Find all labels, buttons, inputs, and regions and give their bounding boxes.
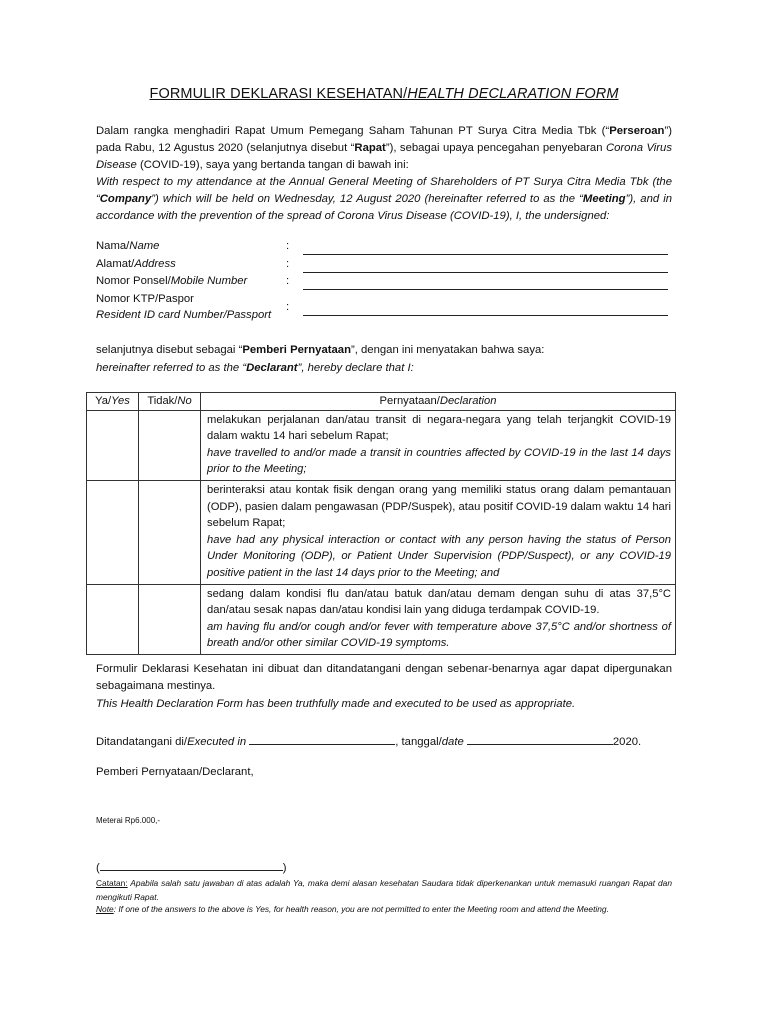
id-passport-field[interactable]: Nomor KTP/Paspor Resident ID card Number/Passport : [96,291,672,325]
name-blank-line[interactable] [303,254,668,255]
address-blank-line[interactable] [303,272,668,273]
date-blank[interactable] [467,732,613,745]
address-label: Alamat/Address [96,258,176,270]
col-header-no: Tidak/No [139,393,201,411]
stamp-duty-label: Meterai Rp6.000,- [96,816,161,825]
form-title [0,86,768,102]
table-row [87,584,676,654]
intro-english: With respect to my attendance at the Annual General Meeting of Shareholders of PT Surya Citra Media Tbk (the “Company”) which will be held on Wednesday, 12 August 2020 (hereinafter referred to as the “Meeting”), and in accordance with the prevention of the spread of Corona Virus Disease (COVID-19), I, the undersigned: [96,176,672,222]
id-passport-blank-line[interactable] [303,315,668,316]
declarant-indonesian: selanjutnya disebut sebagai “Pemberi Pernyataan”, dengan ini menyatakan bahwa saya: [96,344,545,356]
intro-indonesian: Dalam rangka menghadiri Rapat Umum Pemegang Saham Tahunan PT Surya Citra Media Tbk (“Perseroan”) pada Rabu, 12 Agustus 2020 (selanjutnya disebut “Rapat”), sebagai upaya pencegahan penyebaran Corona Virus Disease (COVID-19), saya yang bertanda tangan di bawah ini: [96,125,672,171]
col-header-declaration: Pernyataan/Declaration [201,393,676,411]
no-checkbox-cell[interactable] [139,584,201,654]
id-passport-label: Nomor KTP/Paspor Resident ID card Number/Passport [96,293,272,321]
declarant-signature-label: Pemberi Pernyataan/Declarant, [96,766,254,778]
no-checkbox-cell[interactable] [139,410,201,480]
yes-checkbox-cell[interactable] [87,480,139,584]
place-blank[interactable] [249,732,395,745]
declaration-table [86,392,676,655]
table-row [87,480,676,584]
mobile-field[interactable]: Nomor Ponsel/Mobile Number : [96,275,672,292]
form-title-en: HEALTH DECLARATION FORM [407,86,619,102]
declaration-statement: melakukan perjalanan dan/atau transit di negara-negara yang telah terjangkit COVID-19 dalam waktu 14 hari sebelum Rapat; have travelled to and/or made a transit in countries affected by COVID-19 in the last 14 days prior to the Meeting; [201,410,676,480]
address-field[interactable]: Alamat/Address : [96,258,672,275]
note-english: Note: If one of the answers to the above is Yes, for health reason, you are not permitted to enter the Meeting room and attend the Meeting. [96,904,609,914]
declaration-statement: sedang dalam kondisi flu dan/atau batuk dan/atau demam dengan suhu di atas 37,5°C dan/atau sesak napas dan/atau kondisi lain yang diduga terdampak COVID-19. am having flu and/or cough and/or fever with temperature above 37,5°C and/or shortness of breath and/or other similar COVID-19 symptoms. [201,584,676,654]
table-header-row [87,393,676,411]
declaration-statement: berinteraksi atau kontak fisik dengan orang yang memiliki status orang dalam pemantauan (ODP), pasien dalam pengawasan (PDP/Suspek), atau positif COVID-19 dalam waktu 14 hari sebelum Rapat; have had any physical interaction or contact with any person having the status of Person Under Monitoring (ODP), or Patient Under Supervision (PDP/Suspect), or any COVID-19 positive patient in the last 14 days prior to the Meeting; and [201,480,676,584]
table-row [87,410,676,480]
signature-line[interactable]: ( ) [96,858,287,874]
closing-indonesian: Formulir Deklarasi Kesehatan ini dibuat dan ditandatangani dengan sebenar-benarnya agar dapat dipergunakan sebagaimana mestinya. [96,663,672,692]
note-indonesian: Catatan: Apabila salah satu jawaban di atas adalah Ya, maka demi alasan kesehatan Saudara tidak diperkenankan untuk memasuki ruangan Rapat dan mengikuti Rapat. [96,878,672,902]
col-header-yes: Ya/Yes [87,393,139,411]
form-title-id: FORMULIR DEKLARASI KESEHATAN/ [149,86,408,102]
name-field[interactable]: Nama/Name : [96,240,672,257]
yes-checkbox-cell[interactable] [87,584,139,654]
mobile-blank-line[interactable] [303,289,668,290]
yes-checkbox-cell[interactable] [87,410,139,480]
name-label: Nama/Name [96,240,160,252]
execution-line: Ditandatangani di/Executed in , tanggal/date 2020. [96,732,641,748]
mobile-label: Nomor Ponsel/Mobile Number [96,275,248,287]
no-checkbox-cell[interactable] [139,480,201,584]
closing-english: This Health Declaration Form has been truthfully made and executed to be used as appropriate. [96,698,576,710]
signature-blank[interactable] [100,858,283,871]
declarant-english: hereinafter referred to as the “Declarant”, hereby declare that I: [96,362,414,374]
